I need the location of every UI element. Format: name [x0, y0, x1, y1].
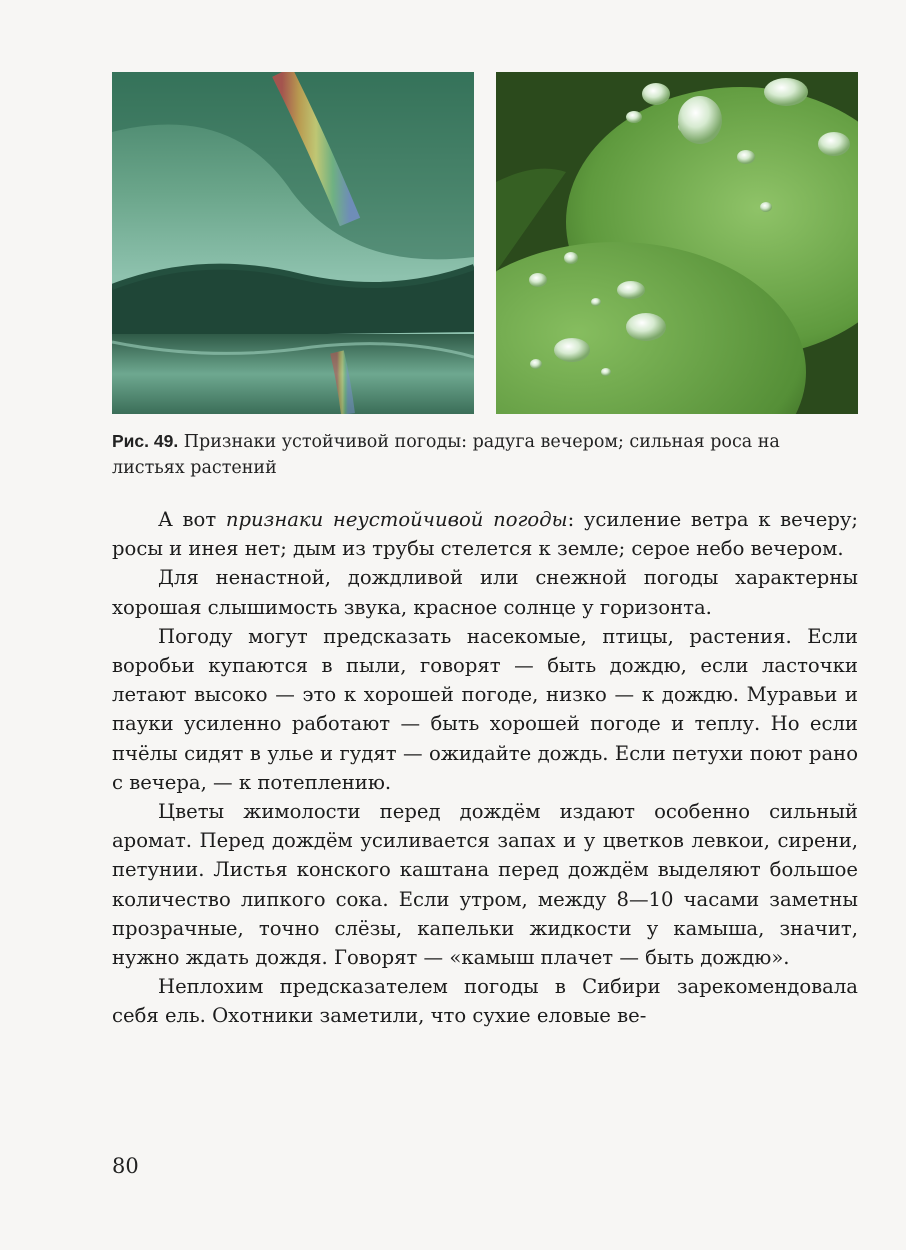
dew-leaf-photo-icon	[496, 72, 858, 414]
paragraph-plants: Цветы жимолости перед дождём издают особенно сильный аромат. Перед дождём усиливается запах и у цветков левкои, сирени, петунии. Листья конского каштана перед дождём выделяют большое количество липкого сока. Если утром, между 8—10 часами заметны прозрачные, точно слёзы, капельки жидкости у камыша, значит, нужно ждать дождя. Говорят — «камыш плачет — быть дождю».	[112, 800, 858, 970]
figure-caption-text: Признаки устойчивой погоды: радуга вечером; сильная роса на листьях растений	[112, 432, 780, 478]
figure-49	[112, 72, 858, 414]
paragraph-unstable-weather	[112, 505, 858, 563]
paragraph-text: А вот	[158, 508, 226, 531]
dew-leaf-photo	[496, 72, 858, 414]
figure-caption-label: Рис. 49.	[112, 431, 179, 451]
main-text	[112, 505, 858, 1031]
paragraph-text: : усиление ветра к вечеру; росы и инея нет; дым из трубы стелется к земле; серое небо вечером.	[112, 508, 859, 561]
paragraph-spruce: Неплохим предсказателем погоды в Сибири зарекомендовала себя ель. Охотники заметили, что сухие еловые ве-	[112, 975, 858, 1028]
page-number: 80	[112, 1154, 139, 1178]
emphasized-term: признаки неустойчивой погоды	[225, 508, 568, 531]
rainbow-photo-icon	[112, 72, 474, 414]
paragraph-animals: Погоду могут предсказать насекомые, птицы, растения. Если воробьи купаются в пыли, говорят — быть дождю, если ласточки летают высоко — это к хорошей погоде, низко — к дождю. Муравьи и пауки усиленно работают — быть хорошей погоде и теплу. Но если пчёлы сидят в улье и гудят — ожидайте дождь. Если петухи поют рано с вечера, — к потеплению.	[112, 624, 858, 794]
paragraph-bad-weather: Для ненастной, дождливой или снежной погоды характерны хорошая слышимость звука, красное солнце у горизонта.	[112, 566, 858, 619]
figure-caption	[112, 428, 852, 481]
rainbow-photo	[112, 72, 474, 414]
